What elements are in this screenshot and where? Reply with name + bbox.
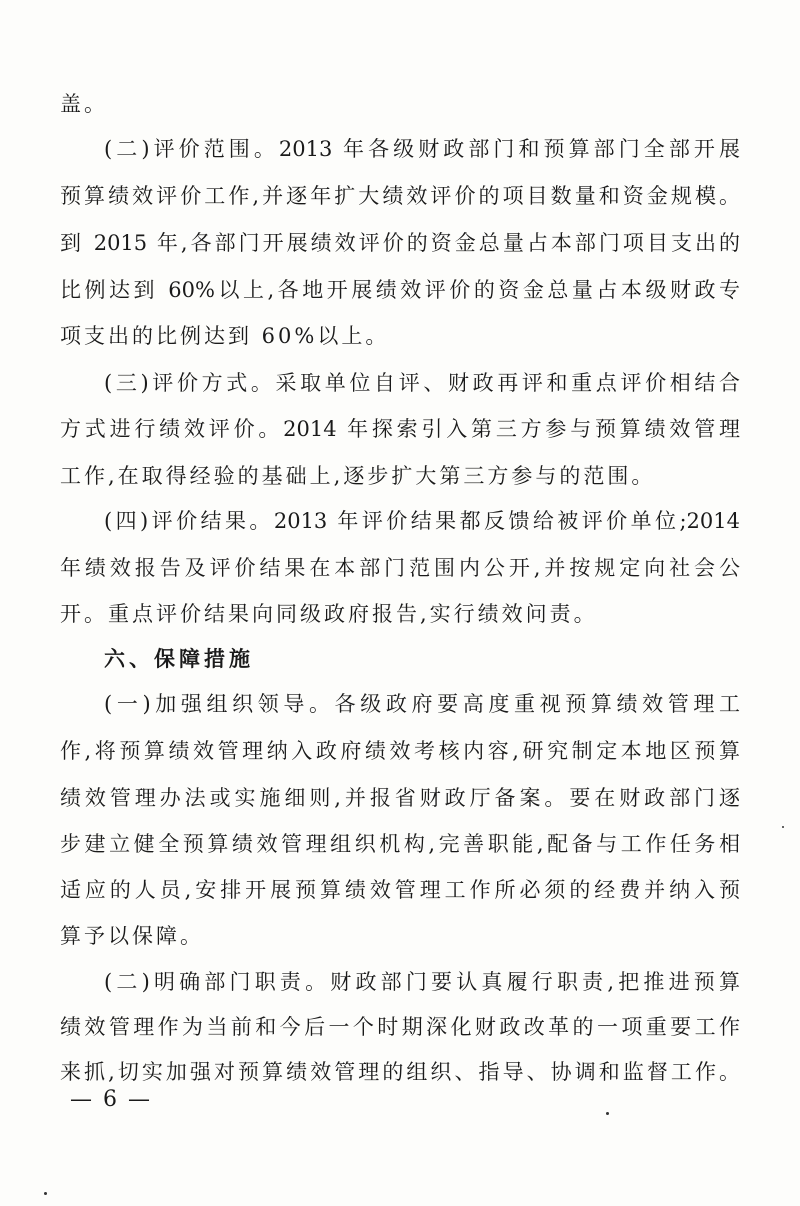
- paragraph-6-line-3: 来抓,切实加强对预算绩效管理的组织、指导、协调和监督工作。: [60, 1060, 740, 1084]
- paragraph-4-line-1: (四)评价结果。2013 年评价结果都反馈给被评价单位;2014: [104, 509, 740, 533]
- scan-speck: [606, 1112, 609, 1115]
- paragraph-5-line-4: 步建立健全预算绩效管理组织机构,完善职能,配备与工作任务相: [60, 832, 740, 856]
- paragraph-3-line-2: 方式进行绩效评价。2014 年探索引入第三方参与预算绩效管理: [60, 417, 740, 441]
- section-heading: 六、保障措施: [104, 647, 254, 671]
- paragraph-4-line-3: 开。重点评价结果向同级政府报告,实行绩效问责。: [60, 602, 598, 626]
- scan-speck: [782, 826, 784, 828]
- paragraph-2-line-3: 到 2015 年,各部门开展绩效评价的资金总量占本部门项目支出的: [60, 231, 740, 255]
- paragraph-2-line-1: (二)评价范围。2013 年各级财政部门和预算部门全部开展: [104, 137, 740, 161]
- paragraph-2-line-2: 预算绩效评价工作,并逐年扩大绩效评价的项目数量和资金规模。: [60, 184, 740, 208]
- text-line-1: 盖。: [60, 92, 108, 116]
- paragraph-3-line-3: 工作,在取得经验的基础上,逐步扩大第三方参与的范围。: [60, 464, 656, 488]
- paragraph-5-line-3: 绩效管理办法或实施细则,并报省财政厅备案。要在财政部门逐: [60, 786, 740, 810]
- page-number: — 6 —: [70, 1087, 152, 1112]
- paragraph-5-line-1: (一)加强组织领导。各级政府要高度重视预算绩效管理工: [104, 692, 740, 716]
- paragraph-5-line-5: 适应的人员,安排开展预算绩效管理工作所必须的经费并纳入预: [60, 878, 740, 902]
- paragraph-5-line-6: 算予以保障。: [60, 924, 204, 948]
- paragraph-2-line-4: 比例达到 60%以上,各地开展绩效评价的资金总量占本级财政专: [60, 278, 740, 302]
- paragraph-3-line-1: (三)评价方式。采取单位自评、财政再评和重点评价相结合: [104, 371, 740, 395]
- scan-speck: [44, 1192, 47, 1195]
- paragraph-2-line-5: 项支出的比例达到 60%以上。: [60, 324, 390, 348]
- paragraph-4-line-2: 年绩效报告及评价结果在本部门范围内公开,并按规定向社会公: [60, 556, 740, 580]
- paragraph-5-line-2: 作,将预算绩效管理纳入政府绩效考核内容,研究制定本地区预算: [60, 739, 740, 763]
- paragraph-6-line-2: 绩效管理作为当前和今后一个时期深化财政改革的一项重要工作: [60, 1015, 740, 1039]
- paragraph-6-line-1: (二)明确部门职责。财政部门要认真履行职责,把推进预算: [104, 970, 740, 994]
